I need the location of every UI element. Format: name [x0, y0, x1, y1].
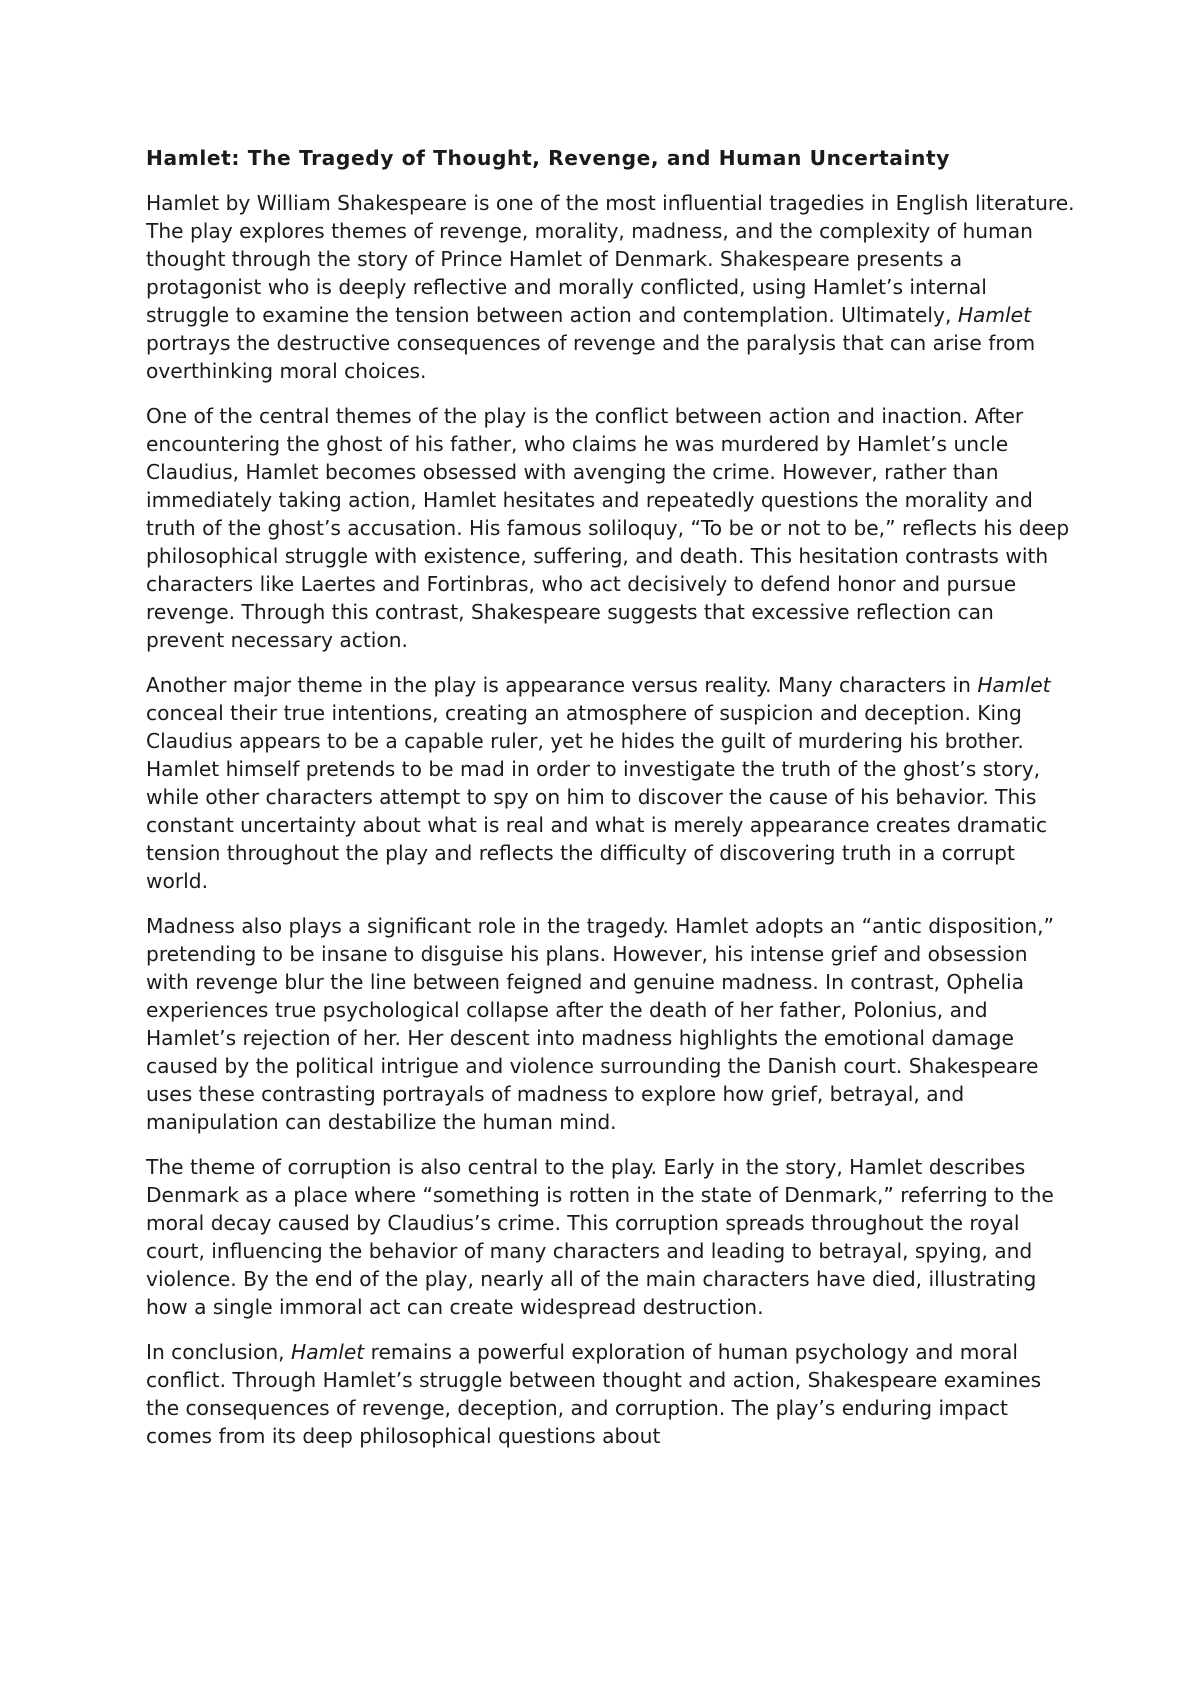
- text-run: In conclusion,: [146, 1340, 292, 1364]
- text-run: remains a powerful exploration of human psychology and moral conflict. Through Hamlet’s struggle between thought and action, Shakespeare examines the consequences of revenge, deception, and corruption. The play’s enduring impact comes from its deep philosophical questions about: [146, 1340, 1042, 1448]
- text-run: The theme of corruption is also central to the play. Early in the story, Hamlet describes Denmark as a place where “something is rotten in the state of Denmark,” referring to the moral decay caused by Claudius’s crime. This corruption spreads throughout the royal court, influencing the behavior of many characters and leading to betrayal, spying, and violence. By the end of the play, nearly all of the main characters have died, illustrating how a single immoral act can create widespread destruction.: [146, 1155, 1054, 1319]
- paragraph-appearance-reality: [146, 671, 1076, 895]
- paragraph-madness: [146, 912, 1076, 1136]
- paragraph-action-inaction: [146, 402, 1076, 654]
- paragraph-introduction: [146, 189, 1076, 385]
- document-body: [146, 144, 1076, 1467]
- paragraph-conclusion: [146, 1338, 1076, 1450]
- text-run: One of the central themes of the play is the conflict between action and inaction. After encountering the ghost of his father, who claims he was murdered by Hamlet’s uncle Claudius, Hamlet becomes obsessed with avenging the crime. However, rather than immediately taking action, Hamlet hesitates and repeatedly questions the morality and truth of the ghost’s accusation. His famous soliloquy, “To be or not to be,” reflects his deep philosophical struggle with existence, suffering, and death. This hesitation contrasts with characters like Laertes and Fortinbras, who act decisively to defend honor and pursue revenge. Through this contrast, Shakespeare suggests that excessive reflection can prevent necessary action.: [146, 404, 1070, 652]
- italic-title-run: Hamlet: [977, 673, 1051, 697]
- text-run: Hamlet by William Shakespeare is one of the most influential tragedies in English literature. The play explores themes of revenge, morality, madness, and the complexity of human thought through the story of Prince Hamlet of Denmark. Shakespeare presents a protagonist who is deeply reflective and morally conflicted, using Hamlet’s internal struggle to examine the tension between action and contemplation. Ultimately,: [146, 191, 1075, 327]
- italic-title-run: Hamlet: [291, 1340, 365, 1364]
- text-run: conceal their true intentions, creating an atmosphere of suspicion and deception. King Claudius appears to be a capable ruler, yet he hides the guilt of murdering his brother. Hamlet himself pretends to be mad in order to investigate the truth of the ghost’s story, while other characters attempt to spy on him to discover the cause of his behavior. This constant uncertainty about what is real and what is merely appearance creates dramatic tension throughout the play and reflects the difficulty of discovering truth in a corrupt world.: [146, 701, 1048, 893]
- italic-title-run: Hamlet: [957, 303, 1031, 327]
- paragraph-corruption: [146, 1153, 1076, 1321]
- text-run: Another major theme in the play is appearance versus reality. Many characters in: [146, 673, 978, 697]
- text-run: portrays the destructive consequences of revenge and the paralysis that can arise from overthinking moral choices.: [146, 331, 1036, 383]
- document-title: Hamlet: The Tragedy of Thought, Revenge, and Human Uncertainty: [146, 146, 950, 170]
- text-run: Madness also plays a significant role in the tragedy. Hamlet adopts an “antic disposition,” pretending to be insane to disguise his plans. However, his intense grief and obsession with revenge blur the line between feigned and genuine madness. In contrast, Ophelia experiences true psychological collapse after the death of her father, Polonius, and Hamlet’s rejection of her. Her descent into madness highlights the emotional damage caused by the political intrigue and violence surrounding the Danish court. Shakespeare uses these contrasting portrayals of madness to explore how grief, betrayal, and manipulation can destabilize the human mind.: [146, 914, 1055, 1134]
